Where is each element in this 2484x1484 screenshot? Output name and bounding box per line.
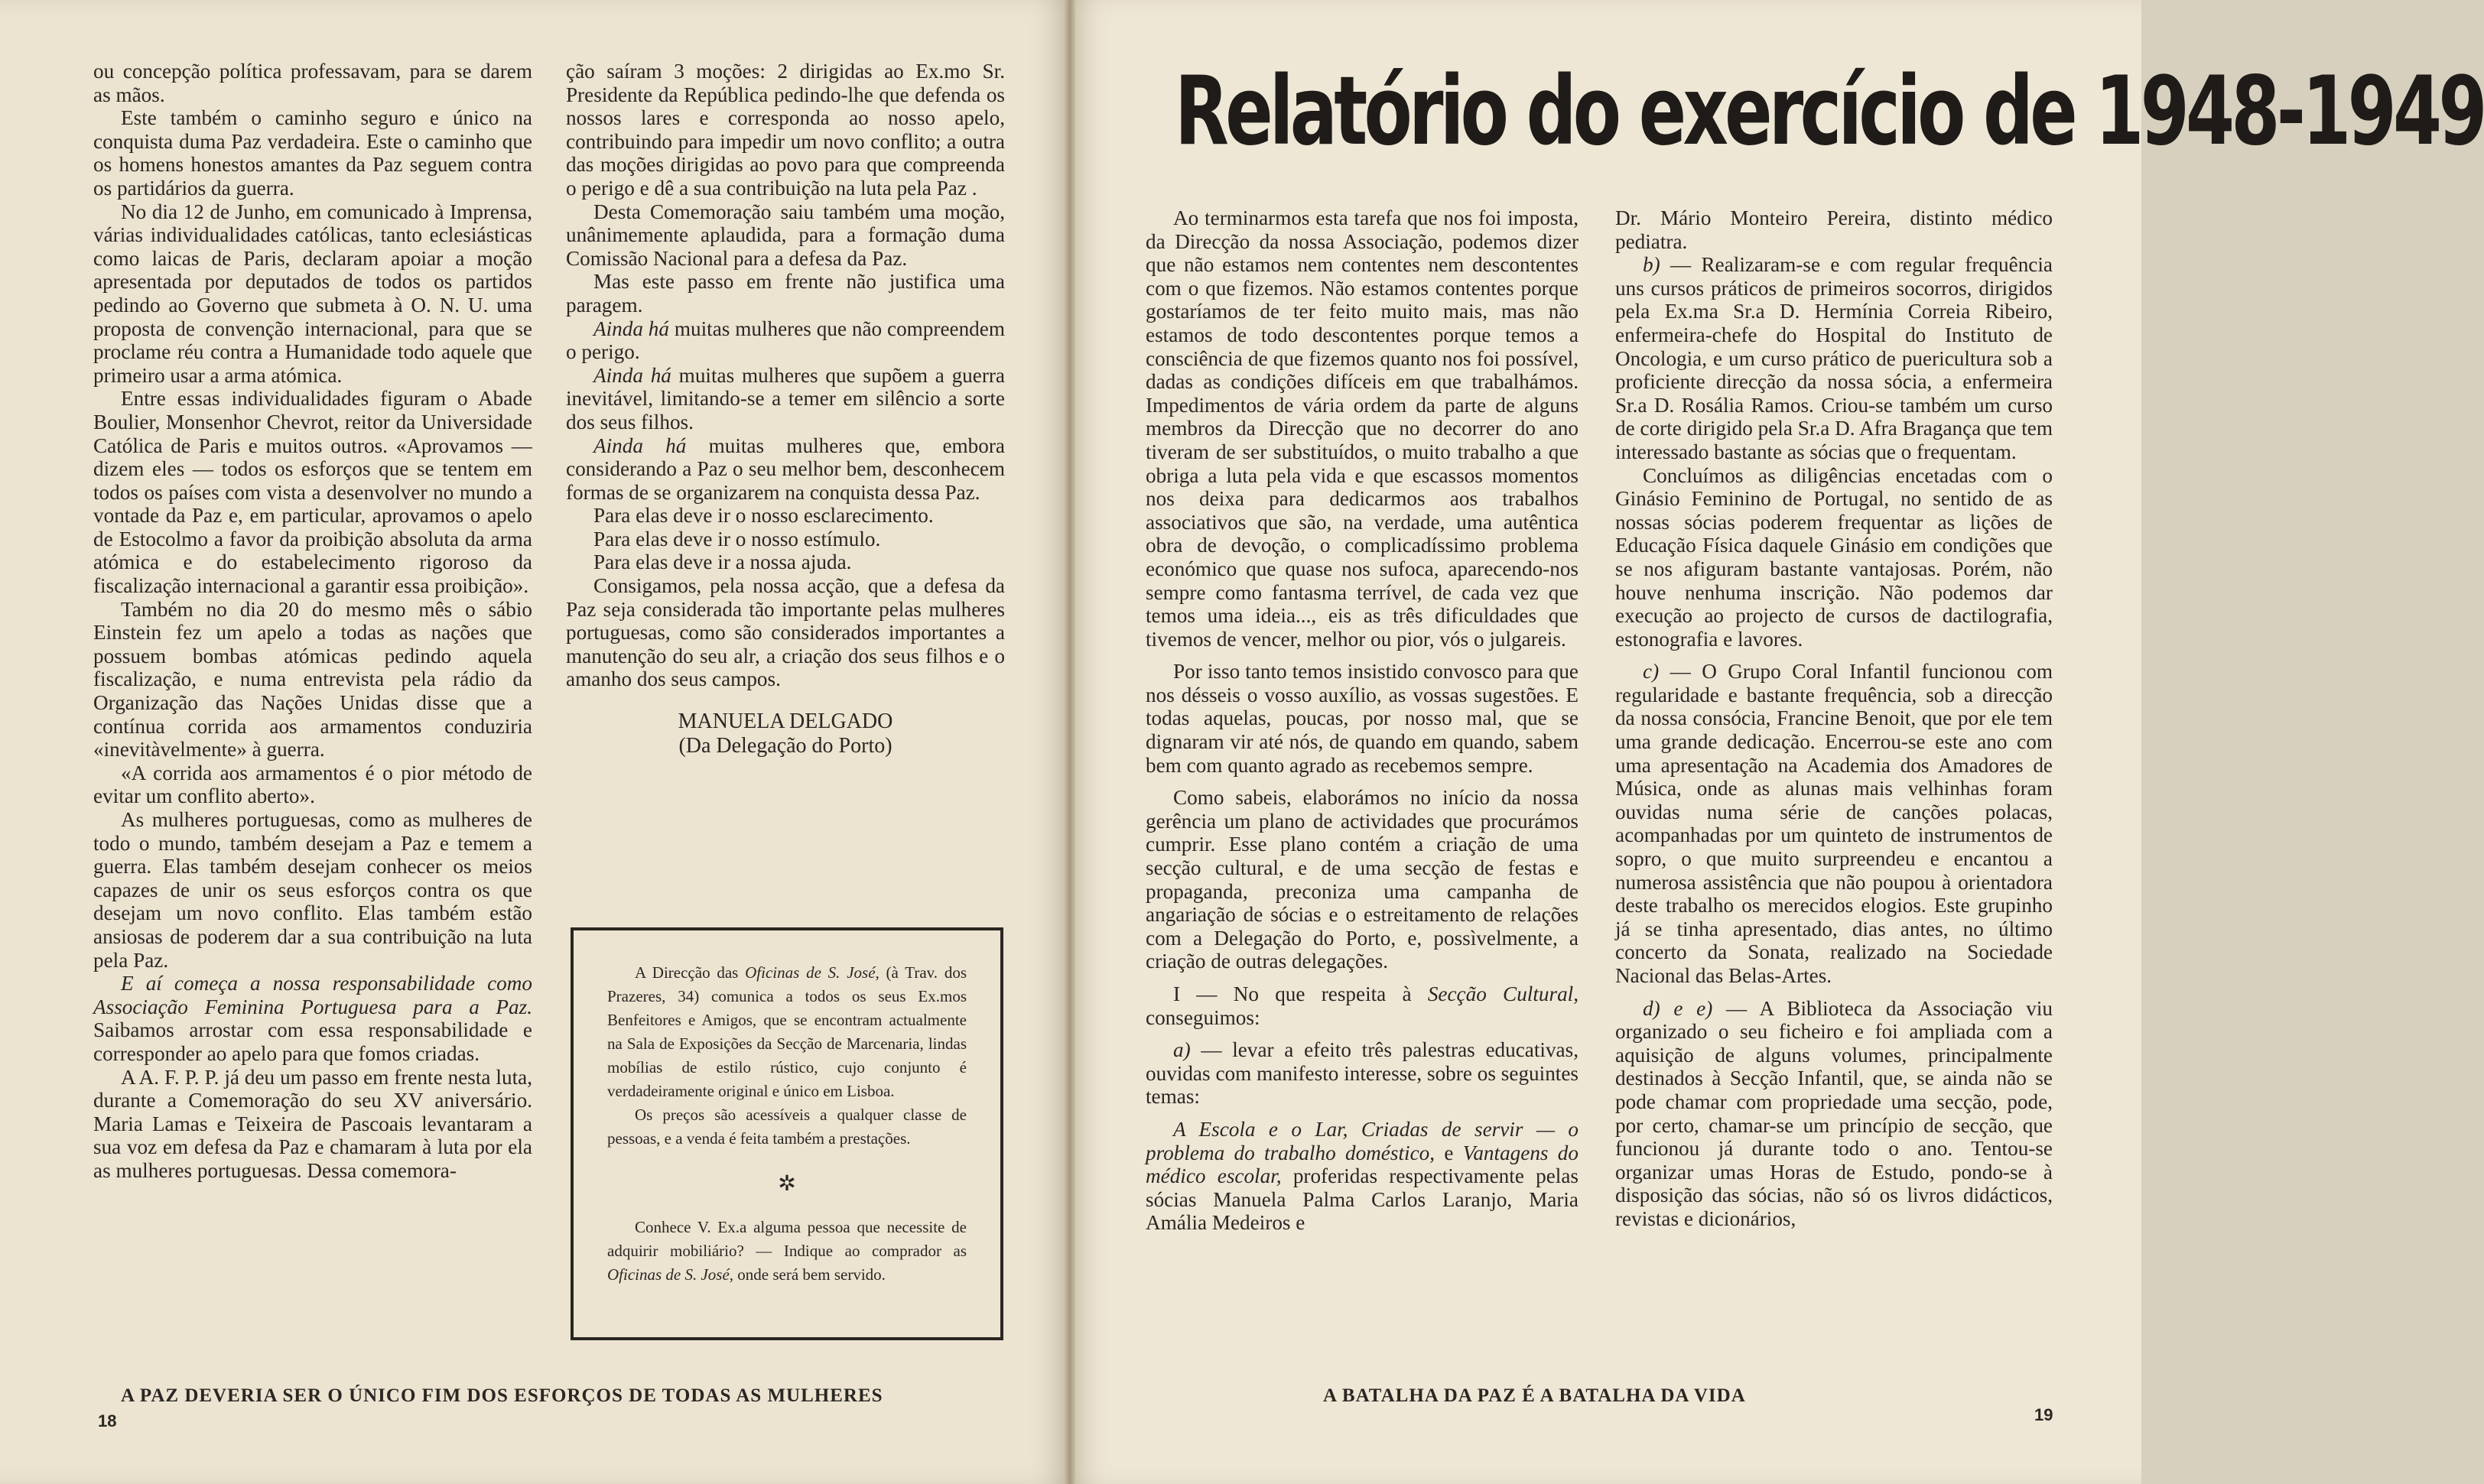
left-column-1 (93, 60, 532, 1183)
italic-text: b) (1643, 253, 1660, 277)
text: proferidas respectivamente pelas sócias Manuela Palma Carlos Laranjo, Maria Amália Medeiros e (1146, 1164, 1579, 1235)
paragraph (566, 317, 1005, 364)
italic-text: Ainda há (593, 363, 671, 387)
text: e (1435, 1141, 1463, 1164)
paragraph: Entre essas individualidades figuram o Abade Boulier, Monsenhor Chevrot, reitor da Universidade Católica de Paris e muitos outros. «Aprovamos — dizem eles — todos os esforços que se tentem em todos os países com vista a desenvolver no mundo a vontade da Paz e, em particular, aprovamos o apelo de Estocolmo a favor da proibição absoluta da arma atómica e do estabelecimento rigoroso da fiscalização internacional a garantir essa proibição». (93, 387, 532, 598)
paragraph: Para elas deve ir o nosso estímulo. (593, 527, 881, 550)
text: conseguimos: (1146, 1005, 1260, 1029)
notice-box (571, 927, 1003, 1340)
italic-text: d) e e) (1643, 996, 1713, 1020)
italic-text: A Escola e o Lar, Criadas de servir — o problema do trabalho doméstico, (1146, 1117, 1579, 1164)
paragraph (1146, 982, 1579, 1029)
page-gutter (1065, 0, 1075, 1484)
paragraph: Dr. Mário Monteiro Pereira, distinto médico pediatra. (1615, 206, 2053, 253)
text: muitas mulheres que, embora considerando a Paz o seu melhor bem, desconhecem formas de se organizarem na conquista dessa Paz. (566, 434, 1005, 504)
paragraph: Ao terminarmos esta tarefa que nos foi imposta, da Direcção da nossa Associação, podemos dizer que não estamos nem contentes nem descontentes com o que fizemos. Não estamos contentes porque gostaríamos de ter feito muito mais, mas não estamos de todo descontentes porque temos a consciência de que fizemos quanto nos foi possível, dadas as condições difíceis em que trabalhámos. Impedimentos de vária ordem da parte de alguns membros da Direcção que no decorrer do ano tiveram de ser substituídos, o muito trabalho a que obriga a luta pela vida e que escassos momentos nos deixa para dedicarmos aos trabalhos associativos que são, na verdade, uma autêntica obra de devoção, o complicadíssimo problema económico que quase nos sufoca, aparecendo-nos sempre como fantasma terrível, de cada vez que temos uma ideia..., eis as três dificuldades que tivemos de vencer, melhor ou pior, vós o julgareis. (1146, 206, 1579, 651)
paragraph: «A corrida aos armamentos é o pior método de evitar um conflito aberto». (93, 761, 532, 808)
paragraph (1146, 1118, 1579, 1235)
italic-text: a) (1173, 1038, 1191, 1062)
notice-paragraph: Os preços são acessíveis a qualquer classe de pessoas, e a venda é feita também a prestações. (607, 1106, 967, 1148)
text: Conhece V. Ex.a alguma pessoa que necessite de adquirir mobiliário? — Indique ao comprador as (607, 1218, 967, 1260)
paragraph (566, 434, 1005, 505)
notice-paragraph (607, 961, 967, 1103)
paragraph: Este também o caminho seguro e único na conquista duma Paz verdadeira. Este o caminho que os homens honestos amantes da Paz seguem contra os partidários da guerra. (93, 106, 532, 200)
paragraph: Como sabeis, elaborámos no início da nossa gerência um plano de actividades que procurámos cumprir. Esse plano contém a criação de uma secção cultural, e de uma secção de festas e propaganda, preconiza uma campanha de angariação de sócias e o estreitamento de relações com a Delegação do Porto, e, possìvelmente, a criação de outras delegações. (1146, 786, 1579, 973)
italic-text: E aí começa a nossa responsabilidade como Associação Feminina Portuguesa para a Paz. (93, 972, 532, 1018)
paragraph: Para elas deve ir a nossa ajuda. (593, 550, 852, 574)
left-footer-slogan: A PAZ DEVERIA SER O ÚNICO FIM DOS ESFORÇOS DE TODAS AS MULHERES (121, 1385, 883, 1406)
paragraph (93, 972, 532, 1065)
italic-text: Secção Cultural, (1427, 982, 1579, 1005)
text: I — No que respeita à (1173, 982, 1428, 1005)
left-page-number: 18 (98, 1411, 117, 1430)
text: Saibamos arrostar com essa responsabilidade e corresponder ao apelo para que fomos criadas. (93, 1018, 532, 1065)
paragraph: As mulheres portuguesas, como as mulheres de todo o mundo, também desejam a Paz e temem a guerra. Elas também desejam conhecer os meios capazes de unir os seus esforços contra os que desejam um novo conflito. Elas também estão ansiosas de poderem dar a sua contribuição na luta pela Paz. (93, 808, 532, 972)
paragraph: Mas este passo em frente não justifica uma paragem. (566, 270, 1005, 317)
paragraph: ou concepção política professavam, para se darem as mãos. (93, 60, 532, 106)
text: muitas mulheres que não compreendem o perigo. (566, 317, 1005, 364)
text: — A Biblioteca da Associação viu organizado o seu ficheiro e foi ampliada com a aquisição de alguns volumes, principalmente destinados à Secção Infantil, que, se ainda não se pode chamar com propriedade uma secção, pode, por certo, chamar-se um princípio de secção, que funcionou já durante todo o ano. Tentou-se organizar umas Horas de Estudo, pondo-se à disposição das sócias, não só os livros didácticos, revistas e dicionários, (1615, 996, 2053, 1230)
paragraph: No dia 12 de Junho, em comunicado à Imprensa, várias individualidades católicas, tanto eclesiásticas como laicas de Paris, declaram apoiar a moção apresentada por deputados de todos os partidos pedindo ao Governo que submeta à O. N. U. uma proposta de convenção internacional, para que se proclame réu contra a Humanidade todo aquele que primeiro usar a arma atómica. (93, 200, 532, 387)
notice-paragraph (607, 1216, 967, 1287)
signature-block (566, 710, 1005, 758)
text: — levar a efeito três palestras educativas, ouvidas com manifesto interesse, sobre os seguintes temas: (1146, 1038, 1579, 1109)
text: — Realizaram-se e com regular frequência uns cursos práticos de primeiros socorros, dirigidos pela Ex.ma Sr.a D. Hermínia Correia Ribeiro, enfermeira-chefe do Hospital do Instituto de Oncologia, e um curso prático de puericultura sob a proficiente direcção da nossa sócia, a enfermeira Sr.a D. Rosália Ramos. Criou-se também um curso de corte dirigido pela Sr.a D. Afra Bragança que tem interessado bastante as sócias que o frequentam. (1615, 253, 2053, 463)
text: muitas mulheres que supõem a guerra inevitável, limitando-se a temer em silêncio a sorte dos seus filhos. (566, 363, 1005, 434)
paragraph (1615, 253, 2053, 463)
italic-text: Ainda há (593, 434, 687, 457)
text: A Direcção das (635, 963, 746, 982)
paragraph: Concluímos as diligências encetadas com o Ginásio Feminino de Portugal, no sentido de as nossas sócias poderem frequentar as lições de Educação Física daquele Ginásio em condições que se nos afiguram bastante vantajosas. Porém, não houve nenhuma inscrição. Não podemos dar execução ao projecto de cursos de dactilografia, estonografia e lavores. (1615, 463, 2053, 651)
star-ornament-icon: ✲ (778, 1172, 796, 1196)
author-name: MANUELA DELGADO (678, 710, 893, 734)
page-title: Relatório do exercício de 1948-1949 (1175, 55, 2484, 167)
italic-text: Ainda há (593, 317, 669, 340)
text: (à Trav. dos Prazeres, 34) comunica a todos os seus Ex.mos Benfeitores e Amigos, que se encontram actualmente na Sala de Exposições da Secção de Marcenaria, lindas mobílias de estilo rústico, cujo conjunto é verdadeiramente original e único em Lisboa. (607, 963, 967, 1100)
paragraph: ção saíram 3 moções: 2 dirigidas ao Ex.mo Sr. Presidente da República pedindo-lhe que defenda os nossos lares e corresponda ao nosso apelo, contribuindo para impedir um novo conflito; a outra das moções dirigidas ao povo para que compreenda o perigo e dê a sua contribuição na luta pela Paz . (566, 60, 1005, 200)
right-footer-slogan: A BATALHA DA PAZ É A BATALHA DA VIDA (1323, 1385, 1746, 1406)
author-origin: (Da Delegação do Porto) (678, 734, 892, 758)
paragraph (1615, 660, 2053, 987)
italic-text: Vantagens do médico escolar, (1146, 1141, 1579, 1188)
paragraph: A A. F. P. P. já deu um passo em frente nesta luta, durante a Comemoração do seu XV aniversário. Maria Lamas e Teixeira de Pascoais levantaram a sua voz em defesa da Paz e chamaram à luta por ela as mulheres portuguesas. Dessa comemora- (93, 1065, 532, 1182)
text: onde será bem servido. (733, 1265, 886, 1284)
paragraph: Por isso tanto temos insistido convosco para que nos désseis o vosso auxílio, as vossas sugestões. E todas aquelas, poucas, por nosso mal, que se dignaram vir até nós, de quando em quando, sabem bem com quanto agrado as recebemos sempre. (1146, 660, 1579, 777)
paragraph: Também no dia 20 do mesmo mês o sábio Einstein fez um apelo a todas as nações que possuem bombas atómicas pedindo aquela fiscalização, e numa entrevista pela rádio da Organização das Nações Unidas disse que a contínua corrida aos armamentos conduziria «inevitàvelmente» à guerra. (93, 597, 532, 761)
text: — O Grupo Coral Infantil funcionou com regularidade e bastante frequência, sob a direcção da nossa consócia, Francine Benoit, que por ele tem uma grande dedicação. Encerrou-se este ano com uma apresentação na Academia dos Amadores de Música, onde as alunas mais velhinhas foram ouvidas numa série de canções polacas, acompanhadas por um quinteto de instrumentos de sopro, o que muito surpreendeu e encantou a numerosa assistência que não poupou à orientadora deste trabalho os merecidos elogios. Este grupinho já se tinha apresentado, dias antes, no último concerto da Sonata, realizado na Sociedade Nacional das Belas-Artes. (1615, 660, 2053, 987)
right-column-2 (1615, 206, 2053, 1231)
italic-text: Oficinas de S. José, (607, 1265, 734, 1284)
left-column-2 (566, 60, 1005, 758)
right-page-number: 19 (2034, 1405, 2053, 1424)
paragraph (1146, 1038, 1579, 1109)
paragraph: Desta Comemoração saiu também uma moção, unânimemente aplaudida, para a formação duma Comissão Nacional para a defesa da Paz. (566, 200, 1005, 270)
paragraph (1615, 997, 2053, 1231)
paragraph: Para elas deve ir o nosso esclarecimento. (593, 504, 934, 528)
right-column-1 (1146, 206, 1579, 1235)
italic-text: c) (1643, 660, 1660, 684)
paragraph (566, 364, 1005, 434)
italic-text: Oficinas de S. José, (745, 963, 879, 982)
paragraph: Consigamos, pela nossa acção, que a defesa da Paz seja considerada tão importante pelas mulheres portuguesas, como são considerados importantes a manutenção do seu alr, a criação dos seus filhos e o amanho dos seus campos. (566, 574, 1005, 691)
